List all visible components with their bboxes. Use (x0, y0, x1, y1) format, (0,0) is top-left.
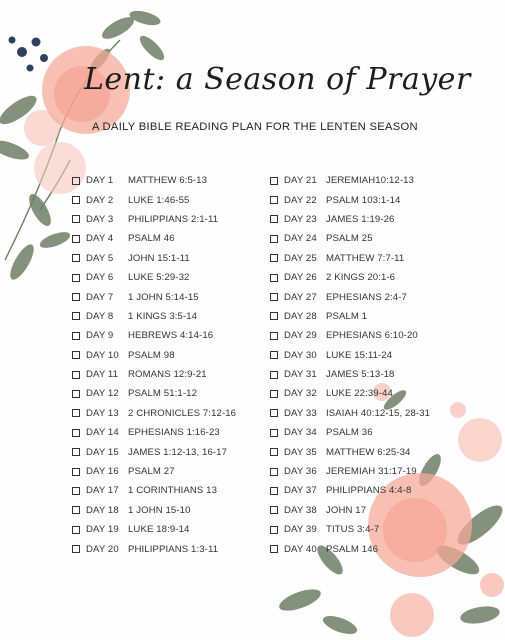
reading-reference: MATTHEW 6:5-13 (128, 175, 208, 187)
reading-reference: JAMES 1:12-13, 16-17 (128, 446, 228, 458)
reading-reference: PHILIPPIANS 2:1-11 (128, 213, 219, 225)
empty-checkbox-icon[interactable] (72, 545, 80, 553)
reading-reference: LUKE 5:29-32 (128, 272, 190, 284)
reading-row (270, 171, 440, 190)
reading-reference: JOHN 17 (326, 504, 367, 516)
reading-day: DAY 21 (284, 175, 317, 187)
reading-row (270, 307, 440, 326)
reading-row (72, 326, 262, 345)
reading-day: DAY 28 (284, 310, 317, 322)
reading-day: DAY 35 (284, 446, 317, 458)
reading-row (72, 346, 262, 365)
empty-checkbox-icon[interactable] (72, 409, 80, 417)
reading-day: DAY 37 (284, 485, 317, 497)
empty-checkbox-icon[interactable] (72, 274, 80, 282)
reading-day: DAY 19 (86, 524, 119, 536)
reading-reference: PSALM 46 (128, 233, 175, 245)
empty-checkbox-icon[interactable] (270, 254, 278, 262)
reading-reference: JAMES 5:13-18 (326, 369, 395, 381)
reading-row (270, 462, 440, 481)
reading-row (72, 268, 262, 287)
reading-reference: JEREMIAH 31:17-19 (326, 466, 417, 478)
reading-row (72, 210, 262, 229)
reading-day: DAY 33 (284, 407, 317, 419)
empty-checkbox-icon[interactable] (72, 332, 80, 340)
reading-reference: JOHN 15:1-11 (128, 252, 190, 264)
empty-checkbox-icon[interactable] (72, 429, 80, 437)
reading-row (270, 481, 440, 500)
reading-reference: PSALM 27 (128, 466, 175, 478)
reading-row (72, 384, 262, 403)
reading-day: DAY 31 (284, 369, 317, 381)
reading-reference: PHILIPPIANS 1:3-11 (128, 543, 219, 555)
empty-checkbox-icon[interactable] (72, 351, 80, 359)
reading-reference: 1 JOHN 5:14-15 (128, 291, 199, 303)
reading-row (270, 229, 440, 248)
reading-list-right-column (270, 171, 440, 559)
reading-row (270, 384, 440, 403)
empty-checkbox-icon[interactable] (270, 177, 278, 185)
empty-checkbox-icon[interactable] (270, 487, 278, 495)
empty-checkbox-icon[interactable] (270, 448, 278, 456)
reading-day: DAY 2 (86, 194, 114, 206)
reading-reference: LUKE 18:9-14 (128, 524, 190, 536)
empty-checkbox-icon[interactable] (72, 235, 80, 243)
reading-reference: ROMANS 12:9-21 (128, 369, 207, 381)
empty-checkbox-icon[interactable] (270, 409, 278, 417)
reading-reference: ISAIAH 40:12-15, 28-31 (326, 407, 431, 419)
reading-reference: PSALM 98 (128, 349, 175, 361)
reading-day: DAY 9 (86, 330, 114, 342)
reading-day: DAY 13 (86, 407, 119, 419)
reading-day: DAY 39 (284, 524, 317, 536)
empty-checkbox-icon[interactable] (270, 468, 278, 476)
reading-reference: JEREMIAH10:12-13 (326, 175, 414, 187)
reading-day: DAY 8 (86, 310, 114, 322)
reading-row (270, 268, 440, 287)
reading-reference: LUKE 22:39-44 (326, 388, 393, 400)
reading-row (270, 442, 440, 461)
reading-reference: 2 KINGS 20:1-6 (326, 272, 396, 284)
reading-reference: EPHESIANS 2:4-7 (326, 291, 407, 303)
empty-checkbox-icon[interactable] (270, 351, 278, 359)
empty-checkbox-icon[interactable] (270, 312, 278, 320)
reading-day: DAY 6 (86, 272, 114, 284)
reading-day: DAY 40 (284, 543, 317, 555)
reading-row (72, 365, 262, 384)
reading-day: DAY 24 (284, 233, 317, 245)
reading-day: DAY 27 (284, 291, 317, 303)
empty-checkbox-icon[interactable] (72, 371, 80, 379)
empty-checkbox-icon[interactable] (270, 332, 278, 340)
reading-row (270, 249, 440, 268)
reading-reference: LUKE 15:11-24 (326, 349, 393, 361)
reading-day: DAY 36 (284, 466, 317, 478)
reading-reference: MATTHEW 6:25-34 (326, 446, 411, 458)
reading-reference: HEBREWS 4:14-16 (128, 330, 214, 342)
reading-reference: PSALM 1 (326, 310, 368, 322)
reading-row (270, 501, 440, 520)
reading-reference: 2 CHRONICLES 7:12-16 (128, 407, 237, 419)
reading-reference: PHILIPPIANS 4:4-8 (326, 485, 412, 497)
reading-day: DAY 3 (86, 213, 114, 225)
page-title: Lent: a Season of Prayer (84, 62, 471, 97)
reading-row (270, 287, 440, 306)
reading-reference: PSALM 103:1-14 (326, 194, 401, 206)
reading-row (270, 346, 440, 365)
reading-day: DAY 26 (284, 272, 317, 284)
reading-day: DAY 11 (86, 369, 119, 381)
empty-checkbox-icon[interactable] (270, 506, 278, 514)
reading-row (72, 404, 262, 423)
reading-row (72, 423, 262, 442)
empty-checkbox-icon[interactable] (72, 293, 80, 301)
reading-row (72, 171, 262, 190)
empty-checkbox-icon[interactable] (270, 390, 278, 398)
reading-reference: TITUS 3:4-7 (326, 524, 380, 536)
reading-row (72, 539, 262, 558)
reading-row (72, 520, 262, 539)
page-subtitle: A DAILY BIBLE READING PLAN FOR THE LENTEN SEASON (92, 121, 418, 133)
reading-day: DAY 1 (86, 175, 114, 187)
empty-checkbox-icon[interactable] (72, 487, 80, 495)
empty-checkbox-icon[interactable] (72, 215, 80, 223)
reading-reference: PSALM 51:1-12 (128, 388, 198, 400)
empty-checkbox-icon[interactable] (72, 196, 80, 204)
reading-row (270, 190, 440, 209)
reading-row (270, 365, 440, 384)
reading-row (270, 210, 440, 229)
navy-berries (9, 37, 49, 72)
reading-reference: 1 CORINTHIANS 13 (128, 485, 218, 497)
reading-day: DAY 29 (284, 330, 317, 342)
empty-checkbox-icon[interactable] (72, 526, 80, 534)
empty-checkbox-icon[interactable] (270, 293, 278, 301)
reading-day: DAY 17 (86, 485, 119, 497)
reading-day: DAY 32 (284, 388, 317, 400)
reading-day: DAY 20 (86, 543, 119, 555)
reading-reference: PSALM 25 (326, 233, 373, 245)
reading-reference: JAMES 1:19-26 (326, 213, 395, 225)
reading-day: DAY 10 (86, 349, 119, 361)
reading-reference: 1 JOHN 15-10 (128, 504, 191, 516)
reading-day: DAY 7 (86, 291, 114, 303)
reading-row (270, 520, 440, 539)
reading-row (72, 462, 262, 481)
empty-checkbox-icon[interactable] (72, 506, 80, 514)
reading-row (270, 539, 440, 558)
reading-reference: PSALM 36 (326, 427, 373, 439)
reading-day: DAY 23 (284, 213, 317, 225)
reading-reference: 1 KINGS 3:5-14 (128, 310, 198, 322)
empty-checkbox-icon[interactable] (72, 390, 80, 398)
empty-checkbox-icon[interactable] (72, 448, 80, 456)
empty-checkbox-icon[interactable] (270, 215, 278, 223)
reading-row (72, 229, 262, 248)
empty-checkbox-icon[interactable] (270, 274, 278, 282)
reading-day: DAY 25 (284, 252, 317, 264)
reading-list-left-column (72, 171, 262, 559)
empty-checkbox-icon[interactable] (270, 526, 278, 534)
reading-day: DAY 14 (86, 427, 119, 439)
reading-row (270, 404, 440, 423)
empty-checkbox-icon[interactable] (270, 545, 278, 553)
reading-day: DAY 15 (86, 446, 119, 458)
reading-row (72, 190, 262, 209)
empty-checkbox-icon[interactable] (72, 312, 80, 320)
reading-row (270, 423, 440, 442)
reading-day: DAY 16 (86, 466, 119, 478)
reading-reference: PSALM 146 (326, 543, 379, 555)
empty-checkbox-icon[interactable] (72, 254, 80, 262)
empty-checkbox-icon[interactable] (270, 235, 278, 243)
empty-checkbox-icon[interactable] (72, 468, 80, 476)
reading-row (72, 249, 262, 268)
reading-reference: LUKE 1:46-55 (128, 194, 190, 206)
reading-day: DAY 4 (86, 233, 114, 245)
reading-day: DAY 18 (86, 504, 119, 516)
reading-day: DAY 12 (86, 388, 119, 400)
reading-row (72, 481, 262, 500)
empty-checkbox-icon[interactable] (72, 177, 80, 185)
reading-row (72, 307, 262, 326)
reading-row (72, 287, 262, 306)
reading-reference: MATTHEW 7:7-11 (326, 252, 405, 264)
empty-checkbox-icon[interactable] (270, 371, 278, 379)
reading-day: DAY 22 (284, 194, 317, 206)
reading-day: DAY 30 (284, 349, 317, 361)
empty-checkbox-icon[interactable] (270, 196, 278, 204)
empty-checkbox-icon[interactable] (270, 429, 278, 437)
reading-day: DAY 38 (284, 504, 317, 516)
reading-day: DAY 34 (284, 427, 317, 439)
reading-reference: EPHESIANS 1:16-23 (128, 427, 220, 439)
reading-reference: EPHESIANS 6:10-20 (326, 330, 418, 342)
reading-row (270, 326, 440, 345)
reading-day: DAY 5 (86, 252, 114, 264)
reading-row (72, 442, 262, 461)
reading-row (72, 501, 262, 520)
